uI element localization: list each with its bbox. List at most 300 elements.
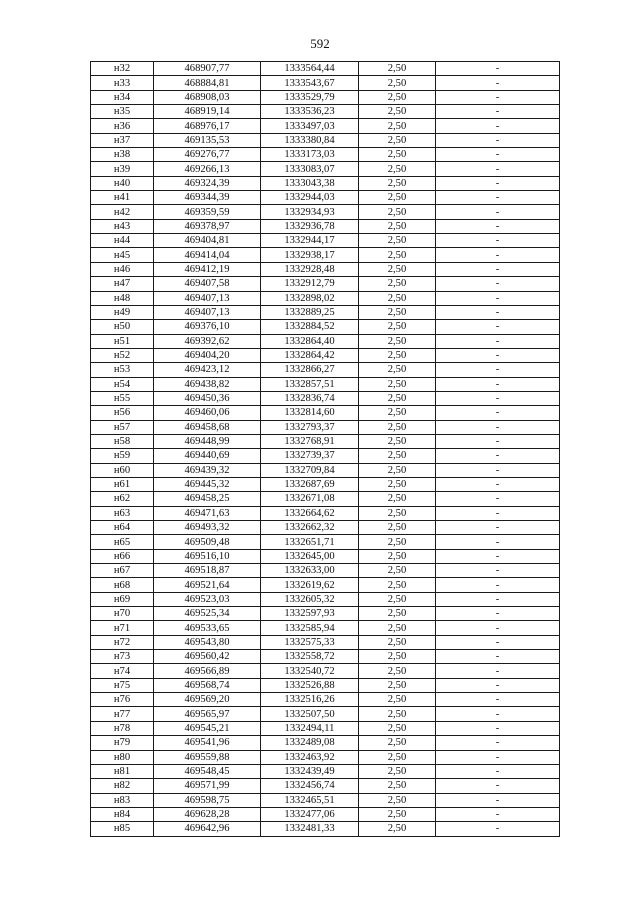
description-cell: - xyxy=(436,535,560,549)
x-coordinate-cell: 469445,32 xyxy=(154,477,261,491)
description-cell: - xyxy=(436,721,560,735)
description-cell: - xyxy=(436,62,560,76)
point-id-cell: н47 xyxy=(91,277,154,291)
y-coordinate-cell: 1332687,69 xyxy=(261,477,359,491)
description-cell: - xyxy=(436,707,560,721)
description-cell: - xyxy=(436,219,560,233)
point-id-cell: н78 xyxy=(91,721,154,735)
y-coordinate-cell: 1332494,11 xyxy=(261,721,359,735)
accuracy-cell: 2,50 xyxy=(359,764,436,778)
table-row xyxy=(91,305,560,319)
table-row xyxy=(91,707,560,721)
point-id-cell: н55 xyxy=(91,391,154,405)
point-id-cell: н33 xyxy=(91,76,154,90)
point-id-cell: н85 xyxy=(91,822,154,836)
table-row xyxy=(91,506,560,520)
y-coordinate-cell: 1332944,17 xyxy=(261,234,359,248)
description-cell: - xyxy=(436,635,560,649)
table-row xyxy=(91,693,560,707)
accuracy-cell: 2,50 xyxy=(359,205,436,219)
accuracy-cell: 2,50 xyxy=(359,320,436,334)
x-coordinate-cell: 469414,04 xyxy=(154,248,261,262)
point-id-cell: н68 xyxy=(91,578,154,592)
x-coordinate-cell: 469423,12 xyxy=(154,363,261,377)
point-id-cell: н80 xyxy=(91,750,154,764)
accuracy-cell: 2,50 xyxy=(359,434,436,448)
y-coordinate-cell: 1332477,06 xyxy=(261,807,359,821)
y-coordinate-cell: 1332540,72 xyxy=(261,664,359,678)
accuracy-cell: 2,50 xyxy=(359,76,436,90)
x-coordinate-cell: 469404,20 xyxy=(154,348,261,362)
y-coordinate-cell: 1332857,51 xyxy=(261,377,359,391)
y-coordinate-cell: 1332768,91 xyxy=(261,434,359,448)
table-row xyxy=(91,664,560,678)
table-row xyxy=(91,492,560,506)
x-coordinate-cell: 469565,97 xyxy=(154,707,261,721)
description-cell: - xyxy=(436,506,560,520)
description-cell: - xyxy=(436,105,560,119)
x-coordinate-cell: 469598,75 xyxy=(154,793,261,807)
x-coordinate-cell: 468976,17 xyxy=(154,119,261,133)
point-id-cell: н74 xyxy=(91,664,154,678)
x-coordinate-cell: 469545,21 xyxy=(154,721,261,735)
point-id-cell: н82 xyxy=(91,779,154,793)
accuracy-cell: 2,50 xyxy=(359,650,436,664)
description-cell: - xyxy=(436,90,560,104)
description-cell: - xyxy=(436,736,560,750)
accuracy-cell: 2,50 xyxy=(359,334,436,348)
point-id-cell: н64 xyxy=(91,521,154,535)
table-row xyxy=(91,248,560,262)
table-row xyxy=(91,635,560,649)
y-coordinate-cell: 1332928,48 xyxy=(261,262,359,276)
table-row xyxy=(91,391,560,405)
x-coordinate-cell: 468907,77 xyxy=(154,62,261,76)
point-id-cell: н81 xyxy=(91,764,154,778)
point-id-cell: н70 xyxy=(91,607,154,621)
y-coordinate-cell: 1332526,88 xyxy=(261,678,359,692)
y-coordinate-cell: 1333564,44 xyxy=(261,62,359,76)
table-row xyxy=(91,607,560,621)
point-id-cell: н49 xyxy=(91,305,154,319)
y-coordinate-cell: 1332633,00 xyxy=(261,564,359,578)
accuracy-cell: 2,50 xyxy=(359,391,436,405)
y-coordinate-cell: 1332575,33 xyxy=(261,635,359,649)
accuracy-cell: 2,50 xyxy=(359,449,436,463)
x-coordinate-cell: 469541,96 xyxy=(154,736,261,750)
y-coordinate-cell: 1332463,92 xyxy=(261,750,359,764)
description-cell: - xyxy=(436,119,560,133)
table-row xyxy=(91,621,560,635)
y-coordinate-cell: 1332651,71 xyxy=(261,535,359,549)
table-row xyxy=(91,162,560,176)
point-id-cell: н52 xyxy=(91,348,154,362)
x-coordinate-cell: 469566,89 xyxy=(154,664,261,678)
table-row xyxy=(91,521,560,535)
y-coordinate-cell: 1332585,94 xyxy=(261,621,359,635)
point-id-cell: н72 xyxy=(91,635,154,649)
description-cell: - xyxy=(436,650,560,664)
table-row xyxy=(91,176,560,190)
accuracy-cell: 2,50 xyxy=(359,635,436,649)
accuracy-cell: 2,50 xyxy=(359,305,436,319)
x-coordinate-cell: 469493,32 xyxy=(154,521,261,535)
table-row xyxy=(91,793,560,807)
point-id-cell: н43 xyxy=(91,219,154,233)
table-row xyxy=(91,205,560,219)
table-row xyxy=(91,650,560,664)
point-id-cell: н53 xyxy=(91,363,154,377)
x-coordinate-cell: 469518,87 xyxy=(154,564,261,578)
accuracy-cell: 2,50 xyxy=(359,592,436,606)
accuracy-cell: 2,50 xyxy=(359,291,436,305)
description-cell: - xyxy=(436,822,560,836)
x-coordinate-cell: 469407,58 xyxy=(154,277,261,291)
description-cell: - xyxy=(436,262,560,276)
accuracy-cell: 2,50 xyxy=(359,90,436,104)
table-row xyxy=(91,277,560,291)
description-cell: - xyxy=(436,779,560,793)
point-id-cell: н76 xyxy=(91,693,154,707)
point-id-cell: н35 xyxy=(91,105,154,119)
point-id-cell: н83 xyxy=(91,793,154,807)
accuracy-cell: 2,50 xyxy=(359,262,436,276)
page-number: 592 xyxy=(310,36,330,51)
description-cell: - xyxy=(436,148,560,162)
x-coordinate-cell: 469440,69 xyxy=(154,449,261,463)
table-row xyxy=(91,334,560,348)
accuracy-cell: 2,50 xyxy=(359,707,436,721)
x-coordinate-cell: 468919,14 xyxy=(154,105,261,119)
accuracy-cell: 2,50 xyxy=(359,750,436,764)
description-cell: - xyxy=(436,592,560,606)
x-coordinate-cell: 469412,19 xyxy=(154,262,261,276)
accuracy-cell: 2,50 xyxy=(359,678,436,692)
accuracy-cell: 2,50 xyxy=(359,277,436,291)
point-id-cell: н39 xyxy=(91,162,154,176)
accuracy-cell: 2,50 xyxy=(359,363,436,377)
accuracy-cell: 2,50 xyxy=(359,348,436,362)
accuracy-cell: 2,50 xyxy=(359,564,436,578)
accuracy-cell: 2,50 xyxy=(359,693,436,707)
point-id-cell: н67 xyxy=(91,564,154,578)
accuracy-cell: 2,50 xyxy=(359,807,436,821)
y-coordinate-cell: 1332605,32 xyxy=(261,592,359,606)
table-row xyxy=(91,721,560,735)
y-coordinate-cell: 1333173,03 xyxy=(261,148,359,162)
point-id-cell: н32 xyxy=(91,62,154,76)
table-row xyxy=(91,191,560,205)
y-coordinate-cell: 1332619,62 xyxy=(261,578,359,592)
table-row xyxy=(91,764,560,778)
y-coordinate-cell: 1332866,27 xyxy=(261,363,359,377)
table-row xyxy=(91,463,560,477)
point-id-cell: н57 xyxy=(91,420,154,434)
description-cell: - xyxy=(436,133,560,147)
table-row xyxy=(91,592,560,606)
accuracy-cell: 2,50 xyxy=(359,492,436,506)
description-cell: - xyxy=(436,348,560,362)
x-coordinate-cell: 469458,68 xyxy=(154,420,261,434)
point-id-cell: н77 xyxy=(91,707,154,721)
point-id-cell: н38 xyxy=(91,148,154,162)
x-coordinate-cell: 469568,74 xyxy=(154,678,261,692)
x-coordinate-cell: 469135,53 xyxy=(154,133,261,147)
y-coordinate-cell: 1332516,26 xyxy=(261,693,359,707)
point-id-cell: н48 xyxy=(91,291,154,305)
accuracy-cell: 2,50 xyxy=(359,162,436,176)
y-coordinate-cell: 1332836,74 xyxy=(261,391,359,405)
y-coordinate-cell: 1332898,02 xyxy=(261,291,359,305)
accuracy-cell: 2,50 xyxy=(359,664,436,678)
description-cell: - xyxy=(436,807,560,821)
point-id-cell: н58 xyxy=(91,434,154,448)
description-cell: - xyxy=(436,449,560,463)
description-cell: - xyxy=(436,793,560,807)
description-cell: - xyxy=(436,76,560,90)
accuracy-cell: 2,50 xyxy=(359,234,436,248)
table-row xyxy=(91,76,560,90)
y-coordinate-cell: 1332662,32 xyxy=(261,521,359,535)
point-id-cell: н41 xyxy=(91,191,154,205)
point-id-cell: н75 xyxy=(91,678,154,692)
table-row xyxy=(91,535,560,549)
description-cell: - xyxy=(436,406,560,420)
y-coordinate-cell: 1332481,33 xyxy=(261,822,359,836)
accuracy-cell: 2,50 xyxy=(359,578,436,592)
description-cell: - xyxy=(436,291,560,305)
y-coordinate-cell: 1332864,42 xyxy=(261,348,359,362)
point-id-cell: н61 xyxy=(91,477,154,491)
point-id-cell: н62 xyxy=(91,492,154,506)
table-row xyxy=(91,678,560,692)
accuracy-cell: 2,50 xyxy=(359,477,436,491)
point-id-cell: н69 xyxy=(91,592,154,606)
accuracy-cell: 2,50 xyxy=(359,176,436,190)
y-coordinate-cell: 1332814,60 xyxy=(261,406,359,420)
y-coordinate-cell: 1333497,03 xyxy=(261,119,359,133)
point-id-cell: н59 xyxy=(91,449,154,463)
accuracy-cell: 2,50 xyxy=(359,105,436,119)
accuracy-cell: 2,50 xyxy=(359,607,436,621)
y-coordinate-cell: 1333083,07 xyxy=(261,162,359,176)
description-cell: - xyxy=(436,277,560,291)
accuracy-cell: 2,50 xyxy=(359,621,436,635)
table-row xyxy=(91,320,560,334)
point-id-cell: н40 xyxy=(91,176,154,190)
description-cell: - xyxy=(436,234,560,248)
x-coordinate-cell: 468884,81 xyxy=(154,76,261,90)
table-row xyxy=(91,348,560,362)
description-cell: - xyxy=(436,463,560,477)
point-id-cell: н84 xyxy=(91,807,154,821)
description-cell: - xyxy=(436,420,560,434)
accuracy-cell: 2,50 xyxy=(359,463,436,477)
description-cell: - xyxy=(436,477,560,491)
table-row xyxy=(91,736,560,750)
accuracy-cell: 2,50 xyxy=(359,793,436,807)
description-cell: - xyxy=(436,492,560,506)
y-coordinate-cell: 1332934,93 xyxy=(261,205,359,219)
description-cell: - xyxy=(436,377,560,391)
x-coordinate-cell: 469324,39 xyxy=(154,176,261,190)
accuracy-cell: 2,50 xyxy=(359,721,436,735)
y-coordinate-cell: 1332645,00 xyxy=(261,549,359,563)
description-cell: - xyxy=(436,750,560,764)
description-cell: - xyxy=(436,162,560,176)
x-coordinate-cell: 469460,06 xyxy=(154,406,261,420)
description-cell: - xyxy=(436,205,560,219)
accuracy-cell: 2,50 xyxy=(359,406,436,420)
table-row xyxy=(91,564,560,578)
x-coordinate-cell: 469359,59 xyxy=(154,205,261,219)
table-row xyxy=(91,549,560,563)
description-cell: - xyxy=(436,334,560,348)
description-cell: - xyxy=(436,176,560,190)
accuracy-cell: 2,50 xyxy=(359,148,436,162)
y-coordinate-cell: 1332739,37 xyxy=(261,449,359,463)
x-coordinate-cell: 469559,88 xyxy=(154,750,261,764)
y-coordinate-cell: 1332558,72 xyxy=(261,650,359,664)
table-row xyxy=(91,377,560,391)
y-coordinate-cell: 1332664,62 xyxy=(261,506,359,520)
x-coordinate-cell: 469438,82 xyxy=(154,377,261,391)
table-row xyxy=(91,807,560,821)
accuracy-cell: 2,50 xyxy=(359,191,436,205)
y-coordinate-cell: 1333543,67 xyxy=(261,76,359,90)
table-row xyxy=(91,420,560,434)
accuracy-cell: 2,50 xyxy=(359,133,436,147)
x-coordinate-cell: 469404,81 xyxy=(154,234,261,248)
description-cell: - xyxy=(436,693,560,707)
x-coordinate-cell: 469569,20 xyxy=(154,693,261,707)
coordinates-table xyxy=(90,61,560,837)
description-cell: - xyxy=(436,564,560,578)
x-coordinate-cell: 469376,10 xyxy=(154,320,261,334)
y-coordinate-cell: 1332889,25 xyxy=(261,305,359,319)
description-cell: - xyxy=(436,621,560,635)
table-row xyxy=(91,219,560,233)
accuracy-cell: 2,50 xyxy=(359,779,436,793)
table-row xyxy=(91,363,560,377)
y-coordinate-cell: 1332465,51 xyxy=(261,793,359,807)
accuracy-cell: 2,50 xyxy=(359,119,436,133)
x-coordinate-cell: 469458,25 xyxy=(154,492,261,506)
point-id-cell: н37 xyxy=(91,133,154,147)
table-row xyxy=(91,750,560,764)
table-row xyxy=(91,105,560,119)
point-id-cell: н44 xyxy=(91,234,154,248)
description-cell: - xyxy=(436,664,560,678)
y-coordinate-cell: 1332884,52 xyxy=(261,320,359,334)
x-coordinate-cell: 469407,13 xyxy=(154,305,261,319)
y-coordinate-cell: 1332709,84 xyxy=(261,463,359,477)
accuracy-cell: 2,50 xyxy=(359,219,436,233)
point-id-cell: н65 xyxy=(91,535,154,549)
description-cell: - xyxy=(436,678,560,692)
description-cell: - xyxy=(436,521,560,535)
y-coordinate-cell: 1332671,08 xyxy=(261,492,359,506)
y-coordinate-cell: 1332938,17 xyxy=(261,248,359,262)
description-cell: - xyxy=(436,320,560,334)
x-coordinate-cell: 469521,64 xyxy=(154,578,261,592)
table-row xyxy=(91,477,560,491)
table-row xyxy=(91,262,560,276)
table-row xyxy=(91,291,560,305)
point-id-cell: н60 xyxy=(91,463,154,477)
x-coordinate-cell: 469523,03 xyxy=(154,592,261,606)
y-coordinate-cell: 1333043,38 xyxy=(261,176,359,190)
accuracy-cell: 2,50 xyxy=(359,549,436,563)
x-coordinate-cell: 469344,39 xyxy=(154,191,261,205)
x-coordinate-cell: 469276,77 xyxy=(154,148,261,162)
point-id-cell: н66 xyxy=(91,549,154,563)
accuracy-cell: 2,50 xyxy=(359,506,436,520)
x-coordinate-cell: 469450,36 xyxy=(154,391,261,405)
point-id-cell: н79 xyxy=(91,736,154,750)
table-row xyxy=(91,133,560,147)
y-coordinate-cell: 1332456,74 xyxy=(261,779,359,793)
description-cell: - xyxy=(436,578,560,592)
table-row xyxy=(91,434,560,448)
accuracy-cell: 2,50 xyxy=(359,377,436,391)
x-coordinate-cell: 469642,96 xyxy=(154,822,261,836)
table-row xyxy=(91,449,560,463)
table-row xyxy=(91,119,560,133)
x-coordinate-cell: 469543,80 xyxy=(154,635,261,649)
y-coordinate-cell: 1332864,40 xyxy=(261,334,359,348)
table-row xyxy=(91,234,560,248)
table-row xyxy=(91,62,560,76)
description-cell: - xyxy=(436,607,560,621)
point-id-cell: н45 xyxy=(91,248,154,262)
x-coordinate-cell: 469516,10 xyxy=(154,549,261,563)
x-coordinate-cell: 469628,28 xyxy=(154,807,261,821)
point-id-cell: н50 xyxy=(91,320,154,334)
y-coordinate-cell: 1332912,79 xyxy=(261,277,359,291)
x-coordinate-cell: 469533,65 xyxy=(154,621,261,635)
x-coordinate-cell: 469407,13 xyxy=(154,291,261,305)
x-coordinate-cell: 469560,42 xyxy=(154,650,261,664)
x-coordinate-cell: 469571,99 xyxy=(154,779,261,793)
x-coordinate-cell: 469509,48 xyxy=(154,535,261,549)
y-coordinate-cell: 1333529,79 xyxy=(261,90,359,104)
y-coordinate-cell: 1332793,37 xyxy=(261,420,359,434)
table-row xyxy=(91,578,560,592)
point-id-cell: н56 xyxy=(91,406,154,420)
point-id-cell: н36 xyxy=(91,119,154,133)
accuracy-cell: 2,50 xyxy=(359,248,436,262)
table-row xyxy=(91,406,560,420)
x-coordinate-cell: 469439,32 xyxy=(154,463,261,477)
point-id-cell: н34 xyxy=(91,90,154,104)
y-coordinate-cell: 1332936,78 xyxy=(261,219,359,233)
x-coordinate-cell: 469471,63 xyxy=(154,506,261,520)
x-coordinate-cell: 468908,03 xyxy=(154,90,261,104)
accuracy-cell: 2,50 xyxy=(359,822,436,836)
table-row xyxy=(91,822,560,836)
x-coordinate-cell: 469392,62 xyxy=(154,334,261,348)
table-row xyxy=(91,148,560,162)
x-coordinate-cell: 469266,13 xyxy=(154,162,261,176)
point-id-cell: н63 xyxy=(91,506,154,520)
accuracy-cell: 2,50 xyxy=(359,62,436,76)
point-id-cell: н42 xyxy=(91,205,154,219)
x-coordinate-cell: 469525,34 xyxy=(154,607,261,621)
point-id-cell: н46 xyxy=(91,262,154,276)
x-coordinate-cell: 469448,99 xyxy=(154,434,261,448)
point-id-cell: н73 xyxy=(91,650,154,664)
